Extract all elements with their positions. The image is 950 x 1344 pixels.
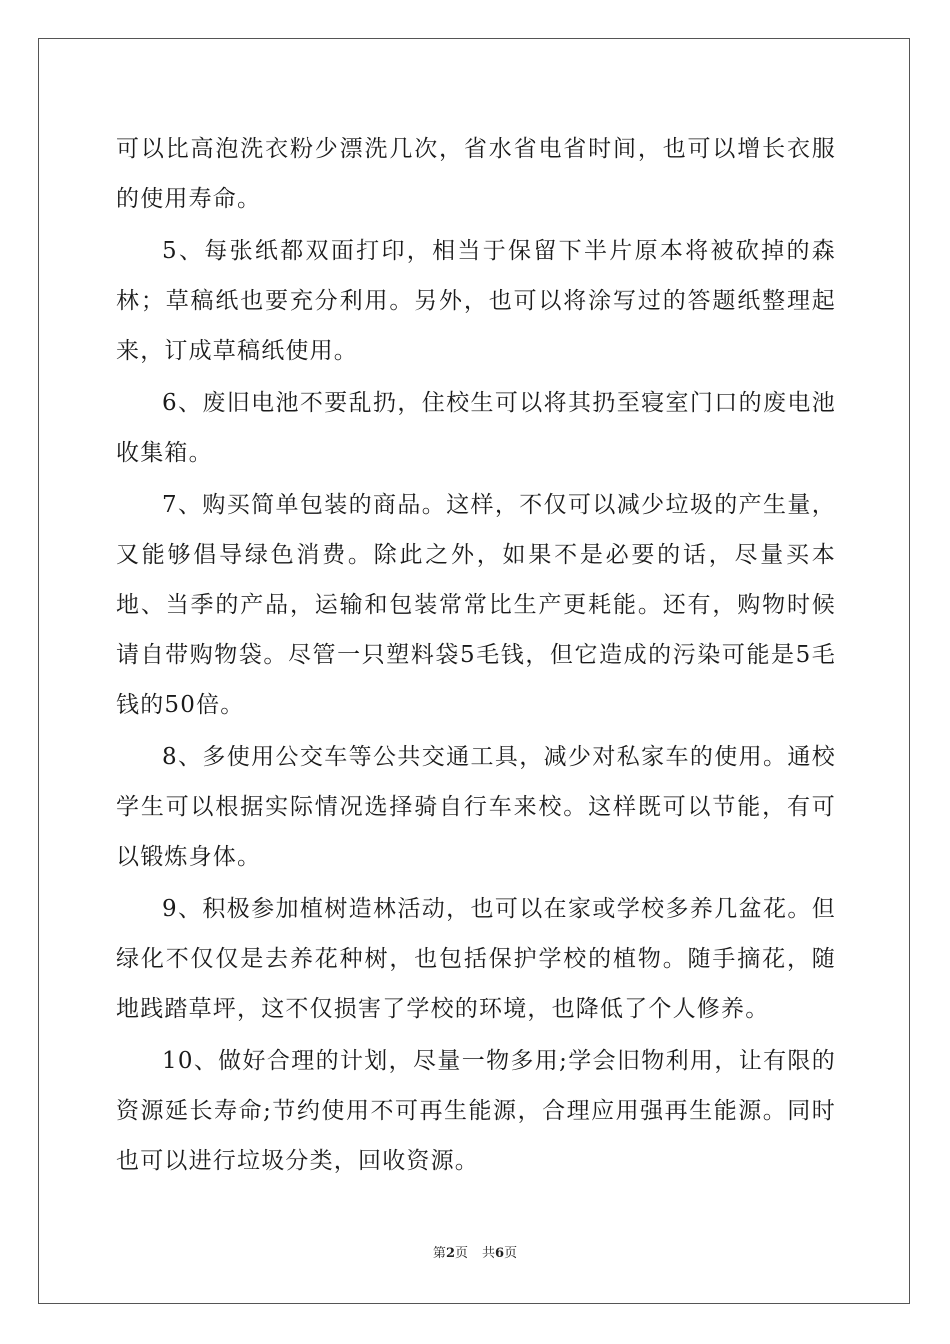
paragraph-4: 7、购买简单包装的商品。这样，不仅可以减少垃圾的产生量，又能够倡导绿色消费。除此之外，如果不是必要的话，尽量买本地、当季的产品，运输和包装常常比生产更耗能。还有，购物时候请自带购物袋。尽管一只塑料袋5毛钱，但它造成的污染可能是5毛钱的50倍。 — [116, 492, 836, 718]
paragraph-2: 5、每张纸都双面打印，相当于保留下半片原本将被砍掉的森林；草稿纸也要充分利用。另外，也可以将涂写过的答题纸整理起来，订成草稿纸使用。 — [116, 238, 836, 364]
page-footer — [0, 1246, 950, 1262]
paragraph-1: 可以比高泡洗衣粉少漂洗几次，省水省电省时间，也可以增长衣服的使用寿命。 — [116, 136, 836, 212]
paragraph-5: 8、多使用公交车等公共交通工具，减少对私家车的使用。通校学生可以根据实际情况选择骑自行车来校。这样既可以节能，有可以锻炼身体。 — [116, 744, 836, 870]
page-total: 共6页 — [482, 1246, 518, 1261]
paragraph-7: 10、做好合理的计划，尽量一物多用;学会旧物利用，让有限的资源延长寿命;节约使用不可再生能源，合理应用强再生能源。同时也可以进行垃圾分类，回收资源。 — [116, 1048, 836, 1174]
paragraph-3: 6、废旧电池不要乱扔，住校生可以将其扔至寝室门口的废电池收集箱。 — [116, 390, 836, 466]
document-body — [116, 124, 836, 1188]
paragraph-6: 9、积极参加植树造林活动，也可以在家或学校多养几盆花。但绿化不仅仅是去养花种树，也包括保护学校的植物。随手摘花，随地践踏草坪，这不仅损害了学校的环境，也降低了个人修养。 — [116, 896, 836, 1022]
page-number: 第2页 — [432, 1246, 468, 1261]
